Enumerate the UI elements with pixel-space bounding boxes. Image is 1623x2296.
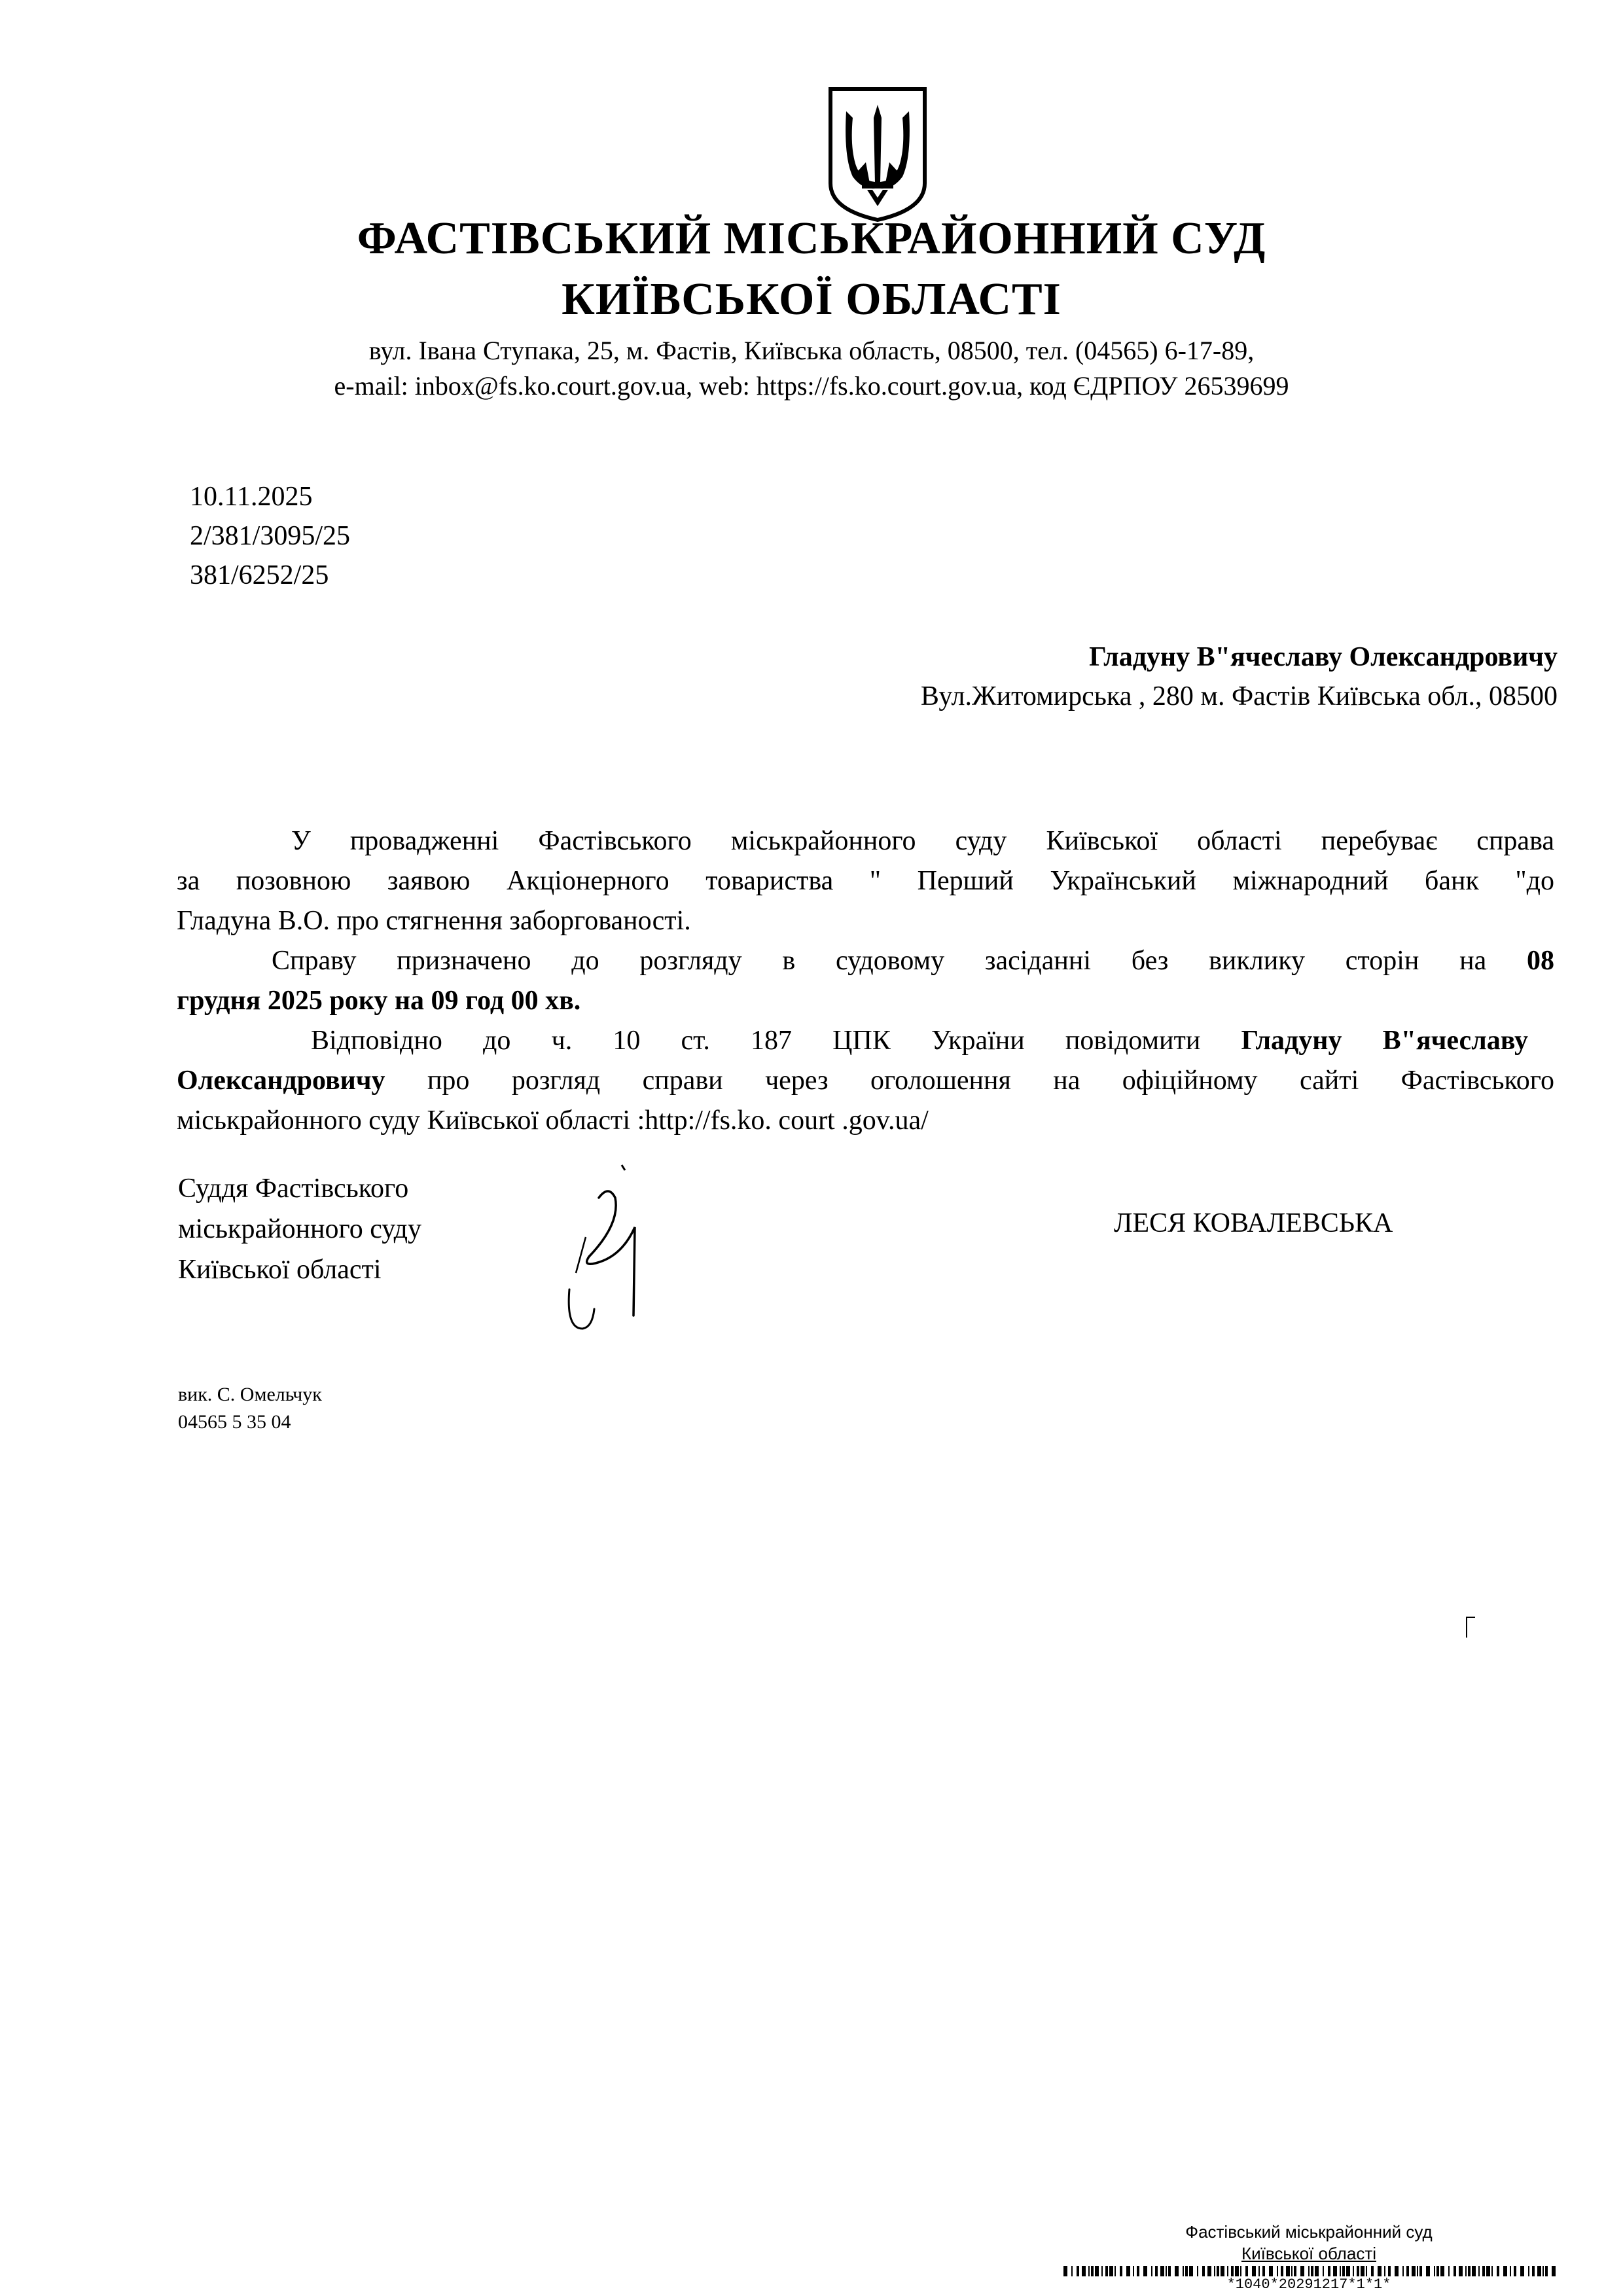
- executor-name: вик. С. Омельчук: [178, 1384, 322, 1405]
- paragraph-line: [177, 941, 1554, 981]
- hearing-intro-text: Справу призначено до розгляду в судовому засіданні без виклику сторін на: [272, 946, 1487, 976]
- paragraph-line: [177, 981, 1554, 1021]
- paragraph-notification: [177, 1021, 1554, 1141]
- paragraph-line: [177, 1021, 1554, 1061]
- notification-prefix: Відповідно до ч. 10 ст. 187 ЦПК України повідомити: [311, 1026, 1201, 1056]
- signer-name: ЛЕСЯ КОВАЛЕВСЬКА: [1114, 1208, 1393, 1238]
- addressee-address: Вул.Житомирська , 280 м. Фастів Київська обл., 08500: [920, 681, 1558, 711]
- signer-title-line: Суддя Фастівського: [178, 1174, 409, 1204]
- barcode-text: *1040*20291217*1*1*: [1060, 2276, 1558, 2293]
- signer-title-line: Київської області: [178, 1255, 382, 1285]
- court-contact-address: вул. Івана Ступака, 25, м. Фастів, Київська область, 08500, тел. (04565) 6-17-89,: [368, 336, 1255, 365]
- addressee-name: Гладуну В"ячеславу Олександровичу: [1089, 642, 1558, 672]
- paragraph-line: міськрайонного суду Київської області :http://fs.ko. court .gov.ua/: [177, 1105, 929, 1136]
- notification-rest: про розгляд справи через оголошення на офіційному сайті Фастівського: [427, 1066, 1554, 1096]
- paragraph-hearing-date: [177, 941, 1554, 1021]
- registration-number: 381/6252/25: [190, 560, 329, 590]
- executor-info: [178, 1381, 322, 1436]
- executor-phone: 04565 5 35 04: [178, 1411, 291, 1433]
- scan-artifact: [1466, 1617, 1475, 1638]
- notified-person-name-part2: Олександровичу: [177, 1066, 385, 1096]
- court-title-line2: КИЇВСЬКОЇ ОБЛАСТІ: [562, 274, 1061, 325]
- court-title-line1: ФАСТІВСЬКИЙ МІСЬКРАЙОННИЙ СУД: [357, 213, 1266, 264]
- stamp-court-name: Фастівський міськрайонний суд: [1185, 2222, 1433, 2242]
- paragraph-line: Гладуна В.О. про стягнення заборгованості.: [177, 906, 691, 936]
- handwritten-signature-icon: [550, 1158, 668, 1342]
- notified-person-name-part1: Гладуну В"ячеславу: [1241, 1026, 1529, 1056]
- hearing-day: 08: [1527, 946, 1554, 976]
- signer-title: [178, 1168, 421, 1290]
- hearing-datetime: грудня 2025 року на 09 год 00 хв.: [177, 986, 581, 1016]
- court-contact-online: e-mail: inbox@fs.ko.court.gov.ua, web: https://fs.ko.court.gov.ua, код ЄДРПОУ 26539699: [334, 371, 1289, 401]
- stamp-region: Київської області: [1241, 2244, 1377, 2263]
- paragraph-line: за позовною заявою Акціонерного товариства " Перший Український міжнародний банк "до: [177, 866, 1554, 896]
- signer-title-line: міськрайонного суду: [178, 1214, 422, 1244]
- paragraph-case-info: [177, 821, 1554, 941]
- document-date: 10.11.2025: [190, 482, 313, 512]
- case-number: 2/381/3095/25: [190, 521, 351, 551]
- paragraph-line: У провадженні Фастівського міськрайонного суду Київської області перебуває справа: [291, 826, 1554, 856]
- tryzub-coat-of-arms-icon: [827, 85, 929, 223]
- paragraph-line: [177, 1061, 1554, 1101]
